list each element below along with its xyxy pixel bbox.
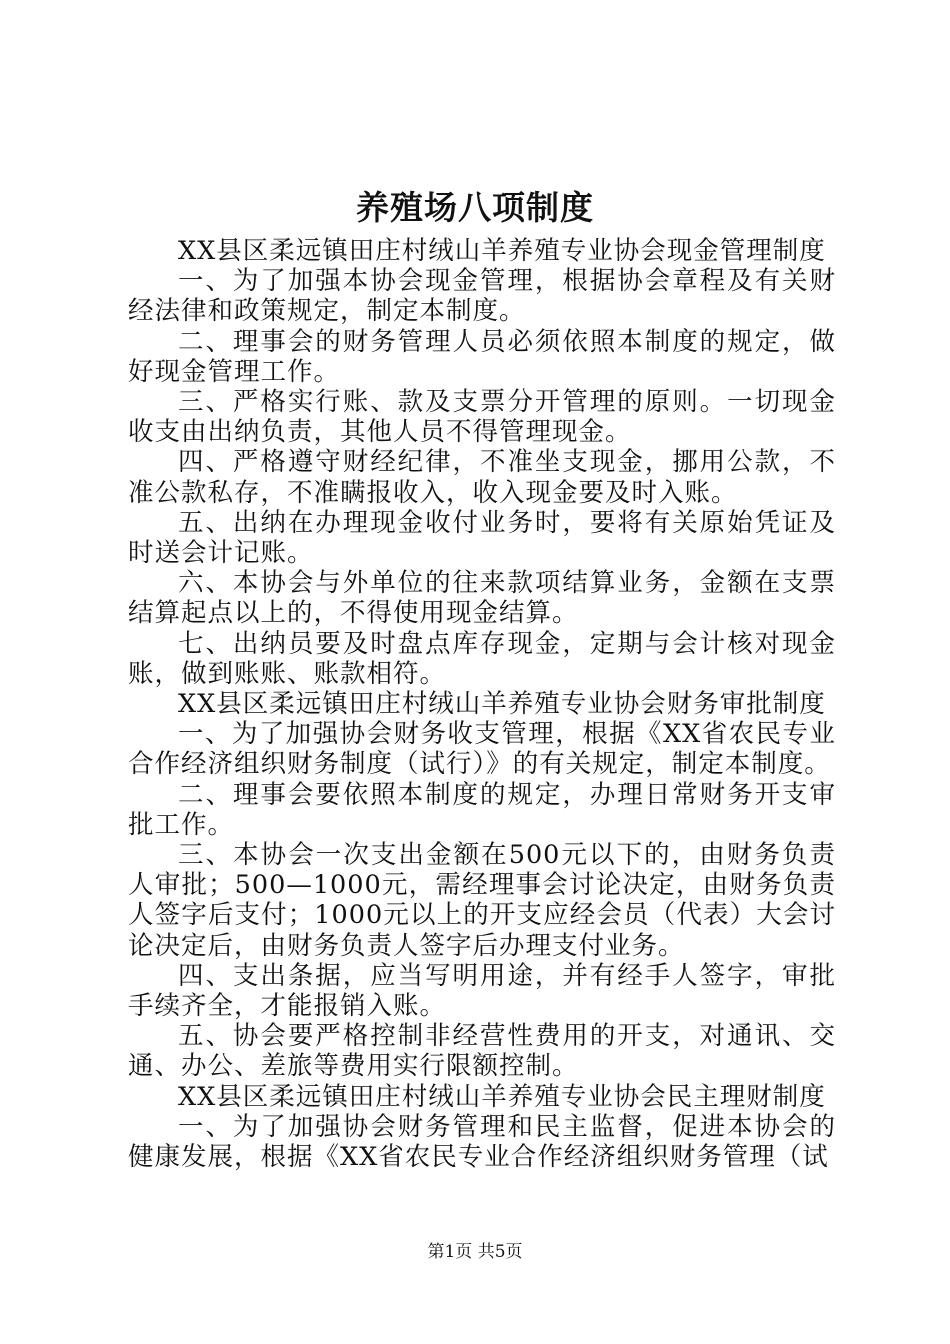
- paragraph: 二、理事会的财务管理人员必须依照本制度的规定，做好现金管理工作。: [128, 326, 836, 387]
- paragraph: 一、为了加强本协会现金管理，根据协会章程及有关财经法律和政策规定，制定本制度。: [128, 266, 836, 327]
- paragraph: 三、本协会一次支出金额在500元以下的，由财务负责人审批；500—1000元，需经理事会讨论决定，由财务负责人签字后支付；1000元以上的开支应经会员（代表）大会讨论决定后，由财务负责人签字后办理支付业务。: [128, 840, 836, 961]
- section-heading-democratic: XX县区柔远镇田庄村绒山羊养殖专业协会民主理财制度: [178, 1081, 826, 1112]
- paragraph: 一、为了加强协会财务收支管理，根据《XX省农民专业合作经济组织财务制度（试行）》的有关规定，制定本制度。: [128, 719, 836, 780]
- paragraph: 一、为了加强协会财务管理和民主监督，促进本协会的健康发展，根据《XX省农民专业合作经济组织财务管理（试: [128, 1111, 836, 1173]
- paragraph: 四、严格遵守财经纪律，不准坐支现金，挪用公款，不准公款私存，不准瞒报收入，收入现金要及时入账。: [128, 447, 836, 508]
- paragraph: 五、出纳在办理现金收付业务时，要将有关原始凭证及时送会计记账。: [128, 507, 836, 569]
- paragraph: 六、本协会与外单位的往来款项结算业务，金额在支票结算起点以上的，不得使用现金结算。: [128, 568, 836, 629]
- paragraph: 五、协会要严格控制非经营性费用的开支，对通讯、交通、办公、差旅等费用实行限额控制。: [128, 1021, 836, 1082]
- paragraph: 七、出纳员要及时盘点库存现金，定期与会计核对现金账，做到账账、账款相符。: [128, 628, 836, 689]
- document-title: 养殖场八项制度: [356, 188, 594, 227]
- paragraph: 四、支出条据，应当写明用途，并有经手人签字，审批手续齐全，才能报销入账。: [128, 960, 836, 1022]
- document-body: [128, 236, 836, 1172]
- page-number-footer: 第1页 共5页: [427, 1242, 523, 1262]
- paragraph: 三、严格实行账、款及支票分开管理的原则。一切现金收支由出纳负责，其他人员不得管理现金。: [128, 387, 836, 448]
- section-heading-approval: XX县区柔远镇田庄村绒山羊养殖专业协会财务审批制度: [178, 689, 826, 720]
- section-heading-cash: XX县区柔远镇田庄村绒山羊养殖专业协会现金管理制度: [178, 236, 826, 266]
- paragraph: 二、理事会要依照本制度的规定，办理日常财务开支审批工作。: [128, 779, 836, 840]
